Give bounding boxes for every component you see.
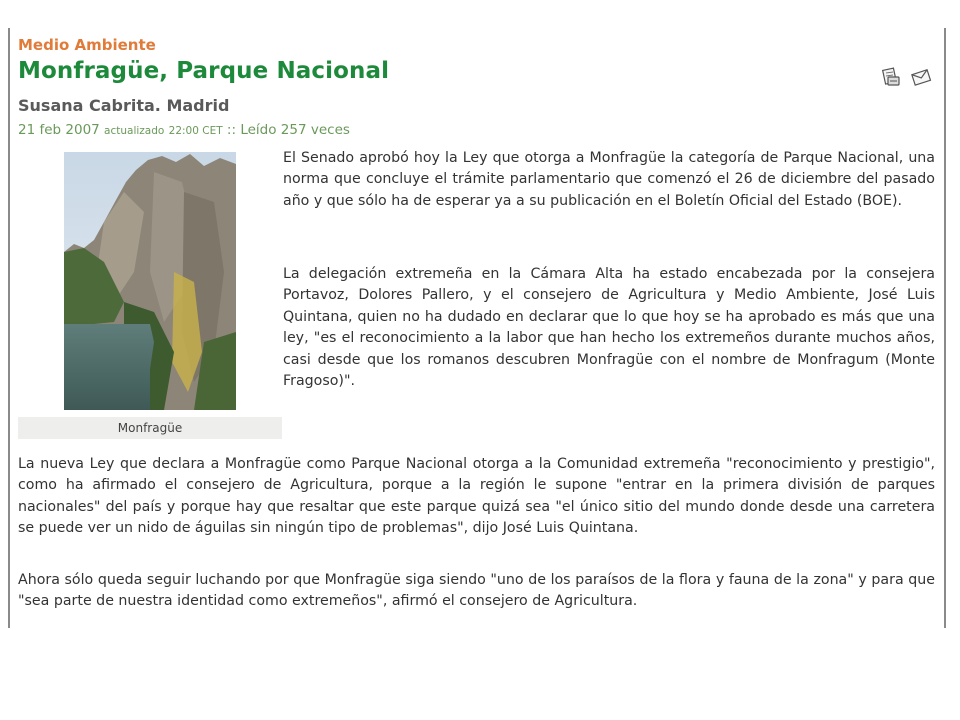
print-icon[interactable] <box>880 66 902 88</box>
article-headline: Monfragüe, Parque Nacional <box>18 58 390 84</box>
frame-border-left <box>8 28 10 628</box>
article-date: 21 feb 2007 <box>18 122 100 138</box>
article-paragraph-3: La nueva Ley que declara a Monfragüe como Parque Nacional otorga a la Comunidad extremeña "reconocimiento y prestigio", como ha afirmado el consejero de Agricultura, porque a la región le supone "entrar en la primera división de parques nacionales" del país y porque hay que resaltar que este parque quizá sea "el único sitio del mundo donde desde una carretera se puede ver un nido de águilas sin ningún tipo de problemas", dijo José Luis Quintana. <box>18 456 935 537</box>
read-count: Leído 257 veces <box>240 122 350 138</box>
article-paragraph-4: Ahora sólo queda seguir luchando por que Monfragüe siga siendo "uno de los paraísos de la flora y fauna de la zona" y para que "sea parte de nuestra identidad como extremeños", afirmó el consejero de Agricultura. <box>18 572 935 610</box>
article-paragraph-1: El Senado aprobó hoy la Ley que otorga a Monfragüe la categoría de Parque Nacional, una norma que concluye el trámite parlamentario que comenzó el 26 de diciembre del pasado año y que sólo ha de esperar ya a su publicación en el Boletín Oficial del Estado (BOE). <box>283 150 935 209</box>
frame-border-right <box>944 28 946 628</box>
monfrague-photo <box>64 152 236 410</box>
article-paragraph-2: La delegación extremeña en la Cámara Alta ha estado encabezada por la consejera Portavoz, Dolores Pallero, y el consejero de Agricultura y Medio Ambiente, José Luis Quintana, quien no ha dudado en declarar que lo que hoy se ha aprobado es más que una ley, "es el reconocimiento a la labor que han hecho los extremeños durante muchos años, casi desde que los romanos descubren Monfragüe con el nombre de Monfragum (Monte Fragoso)". <box>283 266 935 390</box>
updated-label: actualizado <box>104 125 165 137</box>
photo-caption: Monfragüe <box>18 417 282 439</box>
section-label[interactable]: Medio Ambiente <box>18 36 156 54</box>
article-tools <box>880 66 932 88</box>
updated-time: 22:00 CET <box>168 125 223 137</box>
article-byline: Susana Cabrita. Madrid <box>18 96 230 115</box>
dateline-separator: :: <box>226 122 237 138</box>
email-icon[interactable] <box>910 66 932 88</box>
article-frame <box>0 28 950 628</box>
article-dateline <box>18 122 350 138</box>
